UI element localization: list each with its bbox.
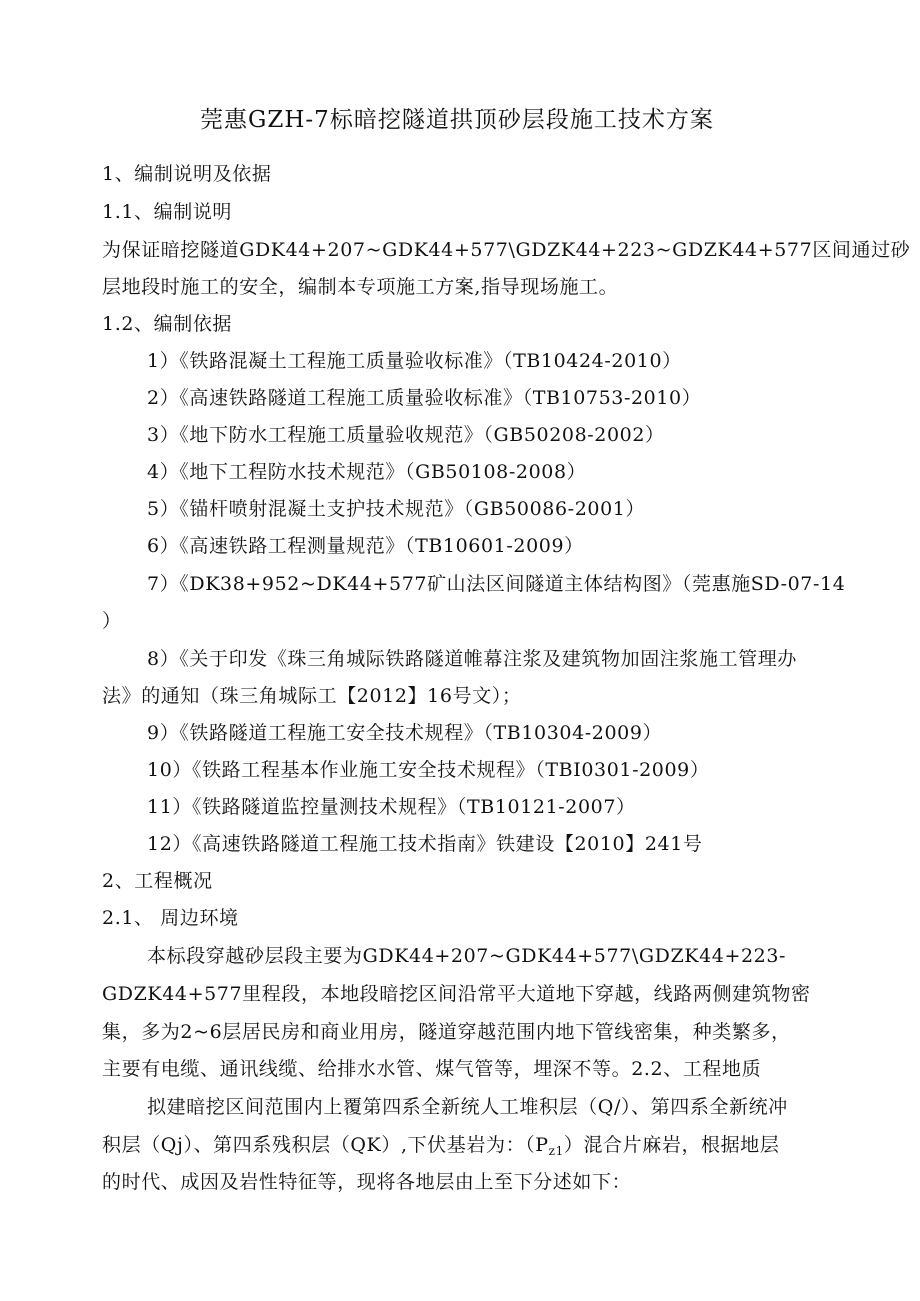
paragraph-line bbox=[102, 1133, 779, 1163]
reference-item: 1）《铁路混凝土工程施工质量验收标准》（TB10424-2010） bbox=[147, 350, 682, 372]
paragraph-text: 积层（Qj）、第四系残积层（QK）,下伏基岩为：（P bbox=[102, 1134, 549, 1156]
section-1-2-heading: 1.2、编制依据 bbox=[102, 313, 233, 335]
subscript-text: z1 bbox=[548, 1144, 564, 1158]
reference-item: 5）《锚杆喷射混凝土支护技术规范》（GB50086-2001） bbox=[147, 498, 646, 520]
paragraph-line: GDZK44+577里程段，本地段暗挖区间沿常平大道地下穿越，线路两侧建筑物密 bbox=[102, 983, 811, 1005]
reference-item: 11）《铁路隧道监控量测技术规程》（TB10121-2007） bbox=[147, 796, 636, 818]
reference-item-continuation: ） bbox=[102, 610, 122, 632]
reference-item: 4）《地下工程防水技术规范》（GB50108-2008） bbox=[147, 461, 587, 483]
paragraph-line: 的时代、成因及岩性特征等，现将各地层由上至下分述如下： bbox=[102, 1171, 632, 1193]
reference-item: 10）《铁路工程基本作业施工安全技术规程》（TBI0301-2009） bbox=[147, 759, 710, 781]
document-title: 莞惠GZH-7标暗挖隧道拱顶砂层段施工技术方案 bbox=[200, 107, 714, 133]
reference-item: 3）《地下防水工程施工质量验收规范》（GB50208-2002） bbox=[147, 424, 665, 446]
reference-item: 6）《高速铁路工程测量规范》（TB10601-2009） bbox=[147, 535, 584, 557]
section-2-2-heading: 2.2、工程地质 bbox=[631, 1058, 762, 1080]
paragraph-line: 集，多为2~6层居民房和商业用房，隧道穿越范围内地下管线密集，种类繁多， bbox=[102, 1021, 791, 1043]
paragraph-line: 本标段穿越砂层段主要为GDK44+207~GDK44+577\GDZK44+223- bbox=[147, 945, 787, 967]
reference-item: 8）《关于印发《珠三角城际铁路隧道帷幕注浆及建筑物加固注浆施工管理办 bbox=[147, 648, 797, 670]
section-1-heading: 1、编制说明及依据 bbox=[102, 163, 272, 185]
paragraph-line: 层地段时施工的安全，编制本专项施工方案,指导现场施工。 bbox=[102, 276, 619, 298]
reference-item: 12）《高速铁路隧道工程施工技术指南》铁建设【2010】241号 bbox=[147, 833, 703, 855]
paragraph-line: 为保证暗挖隧道GDK44+207~GDK44+577\GDZK44+223~GDZK44+577区间通过砂 bbox=[102, 239, 911, 261]
section-1-1-heading: 1.1、编制说明 bbox=[102, 201, 233, 223]
section-2-1-heading: 2.1、 周边环境 bbox=[102, 907, 239, 929]
reference-item-continuation: 法》的通知（珠三角城际工【2012】16号文）； bbox=[102, 685, 522, 707]
reference-item: 9）《铁路隧道工程施工安全技术规程》（TB10304-2009） bbox=[147, 722, 663, 744]
reference-item: 7）《DK38+952~DK44+577矿山法区间隧道主体结构图》（莞惠施SD-07-14 bbox=[147, 573, 846, 595]
section-2-heading: 2、工程概况 bbox=[102, 870, 213, 892]
paragraph-text: 主要有电缆、通讯线缆、给排水水管、煤气管等，埋深不等。 bbox=[102, 1058, 632, 1080]
paragraph-line bbox=[102, 1057, 761, 1081]
paragraph-line: 拟建暗挖区间范围内上覆第四系全新统人工堆积层（Q/）、第四系全新统冲 bbox=[147, 1096, 788, 1118]
reference-item: 2）《高速铁路隧道工程施工质量验收标准》（TB10753-2010） bbox=[147, 387, 702, 409]
paragraph-text: ）混合片麻岩，根据地层 bbox=[563, 1134, 780, 1156]
